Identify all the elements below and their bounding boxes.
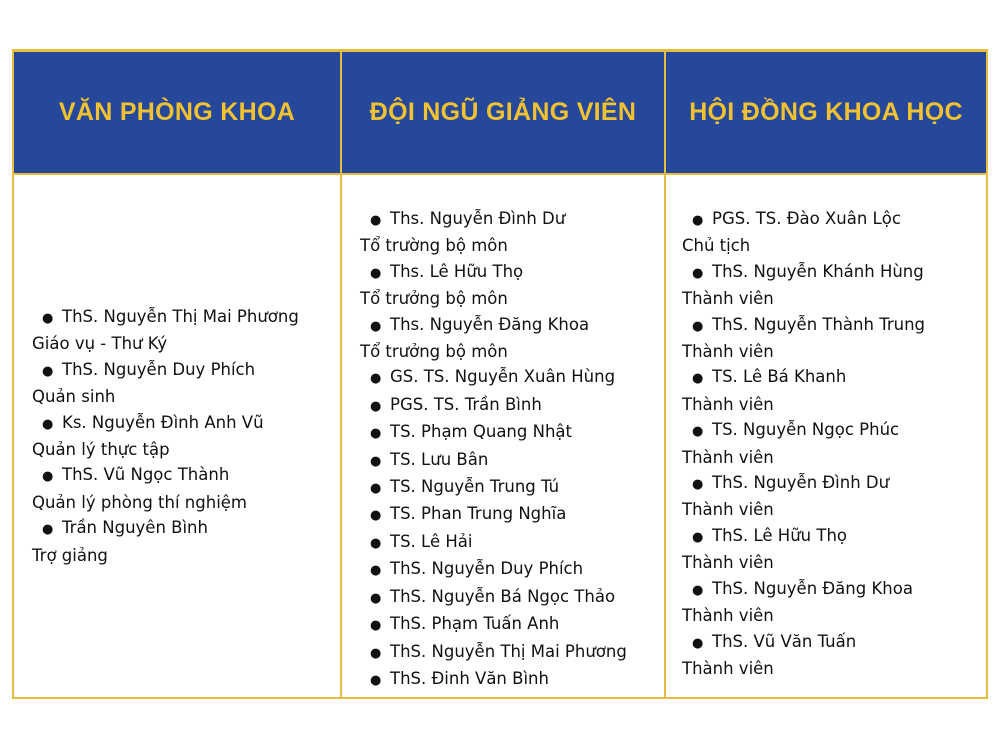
list-item [682, 312, 986, 365]
member-name-line [360, 447, 664, 474]
member-name: ThS. Nguyễn Thị Mai Phương [390, 641, 627, 661]
list-item [682, 364, 986, 417]
member-name-line [32, 462, 340, 489]
member-name: Ks. Nguyễn Đình Anh Vũ [62, 412, 264, 432]
member-role: Tổ trưởng bộ môn [360, 342, 508, 362]
member-role: Quản lý thực tập [32, 440, 170, 459]
bullet-icon: ● [42, 416, 54, 432]
bullet-icon: ● [42, 363, 54, 379]
bullet-icon: ● [692, 582, 704, 598]
member-name: ThS. Vũ Ngọc Thành [62, 465, 230, 485]
bullet-icon: ● [370, 398, 382, 414]
bullet-icon: ● [692, 529, 704, 545]
bullet-icon: ● [692, 477, 704, 493]
bullet-icon: ● [370, 618, 382, 634]
list-item [682, 523, 986, 576]
member-role: Thành viên [682, 394, 774, 414]
list-item [682, 629, 986, 682]
member-name: ThS. Nguyễn Khánh Hùng [712, 261, 924, 281]
member-name-line [360, 419, 664, 446]
list-item [360, 529, 664, 556]
member-name-line [360, 556, 664, 583]
member-name-line [360, 206, 664, 233]
member-role: Thành viên [682, 658, 774, 678]
column-hoi-dong-khoa-hoc [664, 175, 988, 699]
member-role: Giáo vụ - Thư Ký [32, 334, 168, 354]
list-item [360, 501, 664, 528]
member-role: Chủ tịch [682, 236, 751, 256]
bullet-icon: ● [370, 371, 382, 387]
member-name-line [682, 417, 986, 444]
member-name: ThS. Vũ Văn Tuấn [712, 631, 857, 651]
member-name-line [360, 312, 664, 339]
bullet-icon: ● [370, 481, 382, 497]
member-name: ThS. Lê Hữu Thọ [712, 525, 847, 545]
list-item [360, 312, 664, 365]
member-role: Trợ giảng [32, 545, 108, 565]
bullet-icon: ● [370, 426, 382, 442]
list-item [360, 639, 664, 666]
member-role: Thành viên [682, 500, 774, 520]
list-item [360, 474, 664, 501]
member-name: PGS. TS. Trần Bình [390, 394, 542, 414]
member-name: TS. Lê Bá Khanh [712, 367, 847, 387]
member-name-line [32, 304, 340, 331]
member-name: GS. TS. Nguyễn Xuân Hùng [390, 367, 616, 387]
member-name-line [682, 576, 986, 603]
member-name: ThS. Nguyễn Thành Trung [712, 314, 926, 334]
member-role: Thành viên [682, 289, 774, 309]
member-role: Tổ trường bộ môn [360, 236, 508, 256]
member-name: TS. Phan Trung Nghĩa [390, 504, 567, 524]
member-name-line [360, 259, 664, 286]
member-name: TS. Lê Hải [390, 531, 473, 551]
member-name: Ths. Nguyễn Đăng Khoa [390, 314, 590, 334]
list-item [360, 364, 664, 391]
list-item [32, 410, 340, 463]
bullet-icon: ● [692, 318, 704, 334]
list-item [32, 515, 340, 568]
member-name: TS. Phạm Quang Nhật [390, 422, 572, 442]
list-item [682, 259, 986, 312]
member-name-line [360, 639, 664, 666]
member-name-line [360, 584, 664, 611]
member-name-line [682, 259, 986, 286]
bullet-icon: ● [692, 635, 704, 651]
member-role: Tổ trưởng bộ môn [360, 289, 508, 309]
bullet-icon: ● [370, 645, 382, 661]
header-van-phong-khoa: VĂN PHÒNG KHOA [12, 49, 340, 175]
bullet-icon: ● [370, 265, 382, 281]
list-item [360, 666, 664, 693]
bullet-icon: ● [370, 563, 382, 579]
bullet-icon: ● [370, 590, 382, 606]
header-doi-ngu-giang-vien: ĐỘI NGŨ GIẢNG VIÊN [340, 49, 664, 175]
list-item [682, 417, 986, 470]
header-hoi-dong-khoa-hoc: HỘI ĐỒNG KHOA HỌC [664, 49, 988, 175]
member-name: ThS. Nguyễn Bá Ngọc Thảo [390, 586, 616, 606]
member-name-line [360, 501, 664, 528]
list-item [682, 206, 986, 259]
member-name: ThS. Nguyễn Duy Phích [62, 359, 256, 379]
bullet-icon: ● [42, 310, 54, 326]
bullet-icon: ● [692, 424, 704, 440]
member-role: Thành viên [682, 447, 774, 467]
member-name: Trần Nguyên Bình [62, 518, 208, 538]
list-item [32, 462, 340, 515]
list-item [360, 259, 664, 312]
list-item [32, 304, 340, 357]
bullet-icon: ● [370, 535, 382, 551]
member-name: TS. Nguyễn Ngọc Phúc [712, 420, 900, 440]
bullet-icon: ● [692, 213, 704, 228]
member-name-line [32, 515, 340, 542]
bullet-icon: ● [692, 371, 704, 387]
member-name-line [682, 206, 986, 233]
list-item [360, 419, 664, 446]
member-name-line [360, 392, 664, 419]
member-name: TS. Nguyễn Trung Tú [390, 477, 560, 497]
member-name: TS. Lưu Bân [390, 449, 489, 469]
list-item [360, 556, 664, 583]
bullet-icon: ● [370, 213, 382, 228]
list-item [360, 392, 664, 419]
faculty-table [12, 49, 988, 699]
list-item [682, 470, 986, 523]
member-name: ThS. Nguyễn Thị Mai Phương [62, 306, 299, 326]
member-name-line [32, 357, 340, 384]
member-name-line [360, 611, 664, 638]
bullet-icon: ● [42, 469, 54, 485]
list-item [360, 584, 664, 611]
member-name-line [682, 470, 986, 497]
member-name-line [682, 364, 986, 391]
member-role: Thành viên [682, 606, 774, 626]
member-name-line [360, 364, 664, 391]
member-role: Quản sinh [32, 387, 116, 407]
column-doi-ngu-giang-vien [340, 175, 664, 699]
bullet-icon: ● [42, 522, 54, 538]
bullet-icon: ● [370, 508, 382, 524]
bullet-icon: ● [692, 265, 704, 281]
member-role: Quản lý phòng thí nghiệm [32, 492, 248, 512]
member-name-line [360, 474, 664, 501]
member-name: PGS. TS. Đào Xuân Lộc [712, 209, 901, 228]
member-name-line [360, 666, 664, 693]
member-name: Ths. Lê Hữu Thọ [390, 261, 524, 281]
list-item [360, 611, 664, 638]
member-name: Ths. Nguyễn Đình Dư [390, 209, 566, 228]
member-name: ThS. Nguyễn Duy Phích [390, 559, 584, 579]
member-name: ThS. Phạm Tuấn Anh [390, 614, 560, 634]
list-item [682, 576, 986, 629]
bullet-icon: ● [370, 453, 382, 469]
member-name-line [682, 523, 986, 550]
member-name: ThS. Nguyễn Đăng Khoa [712, 578, 913, 598]
column-van-phong-khoa [12, 175, 340, 699]
member-name-line [360, 529, 664, 556]
list-item [360, 447, 664, 474]
list-item [360, 206, 664, 259]
member-name-line [682, 629, 986, 656]
member-role: Thành viên [682, 342, 774, 362]
member-name-line [32, 410, 340, 437]
member-name: ThS. Đinh Văn Bình [390, 668, 549, 688]
list-item [32, 357, 340, 410]
bullet-icon: ● [370, 318, 382, 334]
member-name-line [682, 312, 986, 339]
member-name: ThS. Nguyễn Đình Dư [712, 473, 890, 493]
bullet-icon: ● [370, 672, 382, 688]
member-role: Thành viên [682, 553, 774, 573]
